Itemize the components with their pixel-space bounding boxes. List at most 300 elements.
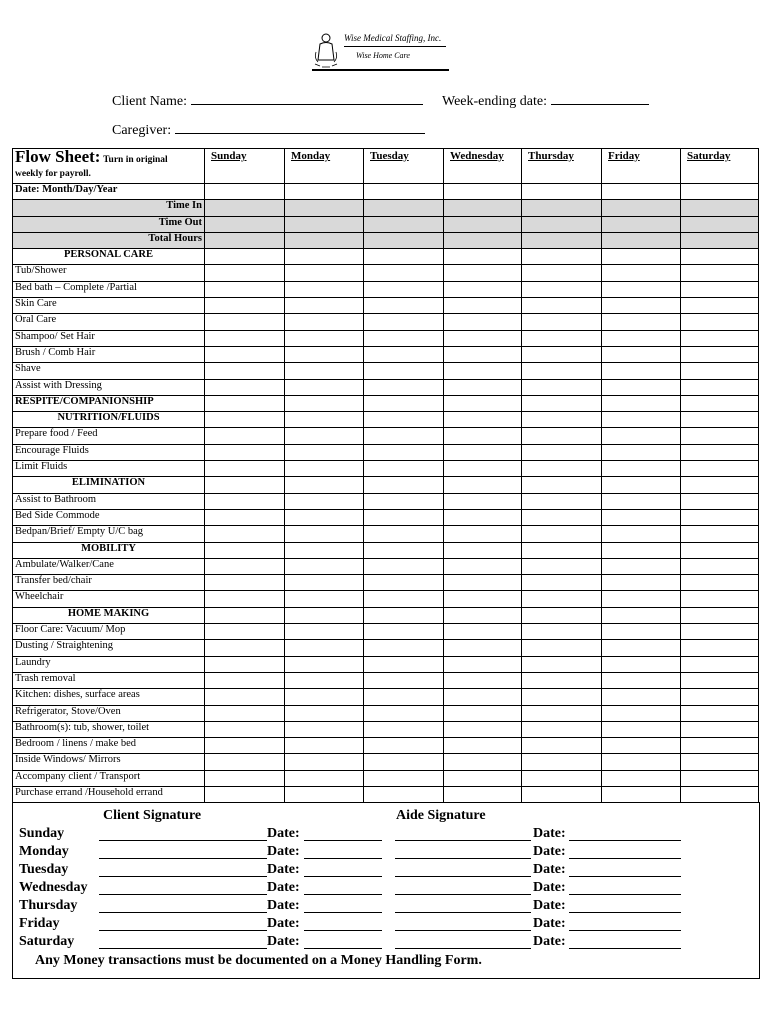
entry-cell[interactable] — [285, 232, 364, 248]
entry-cell[interactable] — [681, 624, 759, 640]
entry-cell[interactable] — [205, 477, 285, 493]
entry-cell[interactable] — [522, 444, 602, 460]
entry-cell[interactable] — [602, 298, 681, 314]
entry-cell[interactable] — [602, 591, 681, 607]
entry-cell[interactable] — [205, 232, 285, 248]
entry-cell[interactable] — [681, 346, 759, 362]
entry-cell[interactable] — [602, 477, 681, 493]
entry-cell[interactable] — [285, 575, 364, 591]
entry-cell[interactable] — [444, 672, 522, 688]
entry-cell[interactable] — [522, 705, 602, 721]
entry-cell[interactable] — [205, 721, 285, 737]
entry-cell[interactable] — [285, 346, 364, 362]
entry-cell[interactable] — [681, 493, 759, 509]
entry-cell[interactable] — [444, 395, 522, 411]
entry-cell[interactable] — [602, 705, 681, 721]
entry-cell[interactable] — [285, 721, 364, 737]
entry-cell[interactable] — [285, 526, 364, 542]
entry-cell[interactable] — [205, 428, 285, 444]
aide-signature-line[interactable] — [395, 912, 531, 913]
entry-cell[interactable] — [444, 558, 522, 574]
client-date-line[interactable] — [304, 876, 382, 877]
entry-cell[interactable] — [681, 526, 759, 542]
week-ending-field[interactable] — [442, 92, 649, 110]
entry-cell[interactable] — [681, 607, 759, 623]
client-date-line[interactable] — [304, 948, 382, 949]
entry-cell[interactable] — [205, 509, 285, 525]
entry-cell[interactable] — [205, 591, 285, 607]
aide-date-line[interactable] — [569, 840, 681, 841]
client-signature-line[interactable] — [99, 894, 267, 895]
entry-cell[interactable] — [205, 330, 285, 346]
entry-cell[interactable] — [522, 558, 602, 574]
entry-cell[interactable] — [285, 738, 364, 754]
entry-cell[interactable] — [444, 754, 522, 770]
client-signature-line[interactable] — [99, 930, 267, 931]
entry-cell[interactable] — [522, 298, 602, 314]
client-name-line[interactable] — [191, 92, 423, 105]
entry-cell[interactable] — [602, 281, 681, 297]
entry-cell[interactable] — [285, 786, 364, 802]
entry-cell[interactable] — [285, 477, 364, 493]
entry-cell[interactable] — [681, 689, 759, 705]
client-name-field[interactable] — [112, 92, 423, 110]
entry-cell[interactable] — [681, 412, 759, 428]
entry-cell[interactable] — [364, 672, 444, 688]
entry-cell[interactable] — [364, 363, 444, 379]
entry-cell[interactable] — [602, 232, 681, 248]
entry-cell[interactable] — [522, 493, 602, 509]
caregiver-line[interactable] — [175, 121, 425, 134]
client-date-line[interactable] — [304, 930, 382, 931]
entry-cell[interactable] — [522, 640, 602, 656]
entry-cell[interactable] — [522, 363, 602, 379]
entry-cell[interactable] — [444, 738, 522, 754]
entry-cell[interactable] — [522, 249, 602, 265]
entry-cell[interactable] — [681, 298, 759, 314]
entry-cell[interactable] — [681, 640, 759, 656]
entry-cell[interactable] — [285, 461, 364, 477]
entry-cell[interactable] — [285, 363, 364, 379]
entry-cell[interactable] — [285, 249, 364, 265]
entry-cell[interactable] — [681, 232, 759, 248]
entry-cell[interactable] — [522, 379, 602, 395]
entry-cell[interactable] — [364, 754, 444, 770]
entry-cell[interactable] — [364, 298, 444, 314]
entry-cell[interactable] — [522, 721, 602, 737]
entry-cell[interactable] — [522, 428, 602, 444]
entry-cell[interactable] — [602, 314, 681, 330]
entry-cell[interactable] — [285, 412, 364, 428]
entry-cell[interactable] — [522, 232, 602, 248]
entry-cell[interactable] — [285, 509, 364, 525]
entry-cell[interactable] — [364, 412, 444, 428]
entry-cell[interactable] — [602, 412, 681, 428]
entry-cell[interactable] — [602, 542, 681, 558]
entry-cell[interactable] — [285, 770, 364, 786]
aide-signature-line[interactable] — [395, 876, 531, 877]
aide-signature-line[interactable] — [395, 858, 531, 859]
entry-cell[interactable] — [285, 656, 364, 672]
entry-cell[interactable] — [444, 428, 522, 444]
entry-cell[interactable] — [522, 526, 602, 542]
entry-cell[interactable] — [364, 509, 444, 525]
entry-cell[interactable] — [681, 330, 759, 346]
entry-cell[interactable] — [444, 624, 522, 640]
entry-cell[interactable] — [205, 314, 285, 330]
entry-cell[interactable] — [205, 738, 285, 754]
entry-cell[interactable] — [602, 656, 681, 672]
entry-cell[interactable] — [602, 754, 681, 770]
entry-cell[interactable] — [681, 428, 759, 444]
entry-cell[interactable] — [602, 428, 681, 444]
entry-cell[interactable] — [522, 395, 602, 411]
entry-cell[interactable] — [205, 395, 285, 411]
client-signature-line[interactable] — [99, 858, 267, 859]
client-date-line[interactable] — [304, 912, 382, 913]
entry-cell[interactable] — [364, 330, 444, 346]
entry-cell[interactable] — [602, 493, 681, 509]
aide-date-line[interactable] — [569, 912, 681, 913]
entry-cell[interactable] — [205, 265, 285, 281]
entry-cell[interactable] — [602, 640, 681, 656]
entry-cell[interactable] — [205, 558, 285, 574]
entry-cell[interactable] — [681, 444, 759, 460]
entry-cell[interactable] — [364, 591, 444, 607]
entry-cell[interactable] — [681, 705, 759, 721]
entry-cell[interactable] — [522, 412, 602, 428]
entry-cell[interactable] — [205, 346, 285, 362]
entry-cell[interactable] — [522, 575, 602, 591]
entry-cell[interactable] — [444, 330, 522, 346]
entry-cell[interactable] — [602, 200, 681, 216]
entry-cell[interactable] — [205, 526, 285, 542]
entry-cell[interactable] — [285, 558, 364, 574]
entry-cell[interactable] — [285, 607, 364, 623]
entry-cell[interactable] — [285, 200, 364, 216]
entry-cell[interactable] — [444, 379, 522, 395]
entry-cell[interactable] — [364, 721, 444, 737]
entry-cell[interactable] — [681, 672, 759, 688]
entry-cell[interactable] — [602, 558, 681, 574]
entry-cell[interactable] — [522, 607, 602, 623]
entry-cell[interactable] — [205, 461, 285, 477]
entry-cell[interactable] — [602, 721, 681, 737]
entry-cell[interactable] — [364, 184, 444, 200]
entry-cell[interactable] — [205, 363, 285, 379]
entry-cell[interactable] — [205, 542, 285, 558]
entry-cell[interactable] — [522, 656, 602, 672]
entry-cell[interactable] — [364, 607, 444, 623]
entry-cell[interactable] — [602, 379, 681, 395]
entry-cell[interactable] — [681, 591, 759, 607]
entry-cell[interactable] — [205, 754, 285, 770]
entry-cell[interactable] — [444, 705, 522, 721]
client-signature-line[interactable] — [99, 876, 267, 877]
entry-cell[interactable] — [602, 526, 681, 542]
entry-cell[interactable] — [444, 607, 522, 623]
entry-cell[interactable] — [681, 542, 759, 558]
entry-cell[interactable] — [681, 770, 759, 786]
entry-cell[interactable] — [285, 542, 364, 558]
entry-cell[interactable] — [681, 477, 759, 493]
entry-cell[interactable] — [444, 509, 522, 525]
entry-cell[interactable] — [205, 786, 285, 802]
entry-cell[interactable] — [205, 624, 285, 640]
entry-cell[interactable] — [364, 656, 444, 672]
entry-cell[interactable] — [364, 281, 444, 297]
client-signature-line[interactable] — [99, 912, 267, 913]
entry-cell[interactable] — [522, 281, 602, 297]
entry-cell[interactable] — [522, 265, 602, 281]
entry-cell[interactable] — [364, 444, 444, 460]
entry-cell[interactable] — [602, 624, 681, 640]
entry-cell[interactable] — [205, 298, 285, 314]
entry-cell[interactable] — [522, 330, 602, 346]
entry-cell[interactable] — [681, 200, 759, 216]
entry-cell[interactable] — [364, 477, 444, 493]
entry-cell[interactable] — [285, 754, 364, 770]
entry-cell[interactable] — [522, 509, 602, 525]
entry-cell[interactable] — [205, 200, 285, 216]
entry-cell[interactable] — [681, 249, 759, 265]
entry-cell[interactable] — [364, 786, 444, 802]
entry-cell[interactable] — [522, 786, 602, 802]
entry-cell[interactable] — [285, 379, 364, 395]
entry-cell[interactable] — [285, 395, 364, 411]
entry-cell[interactable] — [602, 184, 681, 200]
entry-cell[interactable] — [602, 265, 681, 281]
entry-cell[interactable] — [364, 461, 444, 477]
entry-cell[interactable] — [602, 738, 681, 754]
aide-date-line[interactable] — [569, 930, 681, 931]
entry-cell[interactable] — [444, 477, 522, 493]
caregiver-field[interactable] — [112, 121, 425, 139]
entry-cell[interactable] — [681, 721, 759, 737]
aide-date-line[interactable] — [569, 948, 681, 949]
entry-cell[interactable] — [681, 509, 759, 525]
entry-cell[interactable] — [681, 363, 759, 379]
entry-cell[interactable] — [522, 200, 602, 216]
entry-cell[interactable] — [602, 575, 681, 591]
entry-cell[interactable] — [364, 738, 444, 754]
entry-cell[interactable] — [522, 184, 602, 200]
entry-cell[interactable] — [444, 200, 522, 216]
entry-cell[interactable] — [602, 786, 681, 802]
entry-cell[interactable] — [444, 786, 522, 802]
entry-cell[interactable] — [681, 558, 759, 574]
entry-cell[interactable] — [522, 542, 602, 558]
entry-cell[interactable] — [364, 558, 444, 574]
aide-date-line[interactable] — [569, 894, 681, 895]
entry-cell[interactable] — [364, 314, 444, 330]
entry-cell[interactable] — [444, 526, 522, 542]
entry-cell[interactable] — [444, 216, 522, 232]
client-date-line[interactable] — [304, 840, 382, 841]
entry-cell[interactable] — [444, 184, 522, 200]
client-signature-line[interactable] — [99, 948, 267, 949]
entry-cell[interactable] — [522, 477, 602, 493]
entry-cell[interactable] — [444, 575, 522, 591]
entry-cell[interactable] — [364, 379, 444, 395]
entry-cell[interactable] — [205, 689, 285, 705]
entry-cell[interactable] — [602, 330, 681, 346]
entry-cell[interactable] — [681, 395, 759, 411]
aide-signature-line[interactable] — [395, 948, 531, 949]
entry-cell[interactable] — [444, 298, 522, 314]
entry-cell[interactable] — [444, 689, 522, 705]
entry-cell[interactable] — [444, 656, 522, 672]
entry-cell[interactable] — [364, 624, 444, 640]
entry-cell[interactable] — [205, 705, 285, 721]
entry-cell[interactable] — [444, 281, 522, 297]
entry-cell[interactable] — [364, 249, 444, 265]
entry-cell[interactable] — [285, 216, 364, 232]
entry-cell[interactable] — [364, 395, 444, 411]
entry-cell[interactable] — [602, 216, 681, 232]
entry-cell[interactable] — [681, 738, 759, 754]
entry-cell[interactable] — [444, 542, 522, 558]
entry-cell[interactable] — [285, 314, 364, 330]
entry-cell[interactable] — [205, 493, 285, 509]
entry-cell[interactable] — [285, 444, 364, 460]
entry-cell[interactable] — [444, 314, 522, 330]
entry-cell[interactable] — [444, 770, 522, 786]
entry-cell[interactable] — [522, 672, 602, 688]
entry-cell[interactable] — [285, 640, 364, 656]
entry-cell[interactable] — [285, 591, 364, 607]
entry-cell[interactable] — [522, 314, 602, 330]
entry-cell[interactable] — [444, 265, 522, 281]
entry-cell[interactable] — [522, 461, 602, 477]
entry-cell[interactable] — [364, 542, 444, 558]
entry-cell[interactable] — [522, 738, 602, 754]
entry-cell[interactable] — [522, 346, 602, 362]
entry-cell[interactable] — [364, 428, 444, 444]
aide-signature-line[interactable] — [395, 930, 531, 931]
entry-cell[interactable] — [285, 689, 364, 705]
week-ending-line[interactable] — [551, 92, 649, 105]
entry-cell[interactable] — [205, 640, 285, 656]
aide-signature-line[interactable] — [395, 840, 531, 841]
client-signature-line[interactable] — [99, 840, 267, 841]
entry-cell[interactable] — [522, 770, 602, 786]
entry-cell[interactable] — [522, 216, 602, 232]
entry-cell[interactable] — [205, 249, 285, 265]
entry-cell[interactable] — [602, 509, 681, 525]
entry-cell[interactable] — [285, 624, 364, 640]
entry-cell[interactable] — [602, 607, 681, 623]
entry-cell[interactable] — [681, 786, 759, 802]
entry-cell[interactable] — [285, 705, 364, 721]
entry-cell[interactable] — [205, 281, 285, 297]
entry-cell[interactable] — [681, 656, 759, 672]
entry-cell[interactable] — [205, 607, 285, 623]
entry-cell[interactable] — [205, 216, 285, 232]
entry-cell[interactable] — [444, 640, 522, 656]
entry-cell[interactable] — [444, 232, 522, 248]
entry-cell[interactable] — [364, 493, 444, 509]
entry-cell[interactable] — [364, 526, 444, 542]
entry-cell[interactable] — [364, 705, 444, 721]
aide-signature-line[interactable] — [395, 894, 531, 895]
entry-cell[interactable] — [602, 444, 681, 460]
entry-cell[interactable] — [602, 346, 681, 362]
entry-cell[interactable] — [285, 672, 364, 688]
entry-cell[interactable] — [444, 444, 522, 460]
entry-cell[interactable] — [285, 493, 364, 509]
entry-cell[interactable] — [681, 461, 759, 477]
entry-cell[interactable] — [681, 216, 759, 232]
entry-cell[interactable] — [444, 363, 522, 379]
entry-cell[interactable] — [602, 395, 681, 411]
entry-cell[interactable] — [285, 330, 364, 346]
entry-cell[interactable] — [205, 412, 285, 428]
entry-cell[interactable] — [205, 379, 285, 395]
entry-cell[interactable] — [205, 770, 285, 786]
entry-cell[interactable] — [522, 624, 602, 640]
entry-cell[interactable] — [444, 721, 522, 737]
entry-cell[interactable] — [681, 184, 759, 200]
entry-cell[interactable] — [522, 689, 602, 705]
client-date-line[interactable] — [304, 858, 382, 859]
entry-cell[interactable] — [205, 184, 285, 200]
aide-date-line[interactable] — [569, 876, 681, 877]
entry-cell[interactable] — [285, 281, 364, 297]
entry-cell[interactable] — [602, 689, 681, 705]
entry-cell[interactable] — [681, 754, 759, 770]
entry-cell[interactable] — [285, 265, 364, 281]
entry-cell[interactable] — [364, 346, 444, 362]
entry-cell[interactable] — [602, 461, 681, 477]
entry-cell[interactable] — [444, 412, 522, 428]
entry-cell[interactable] — [522, 754, 602, 770]
entry-cell[interactable] — [444, 249, 522, 265]
entry-cell[interactable] — [522, 591, 602, 607]
client-date-line[interactable] — [304, 894, 382, 895]
entry-cell[interactable] — [205, 656, 285, 672]
entry-cell[interactable] — [681, 281, 759, 297]
entry-cell[interactable] — [602, 672, 681, 688]
entry-cell[interactable] — [364, 575, 444, 591]
entry-cell[interactable] — [364, 265, 444, 281]
entry-cell[interactable] — [285, 298, 364, 314]
entry-cell[interactable] — [364, 770, 444, 786]
entry-cell[interactable] — [205, 672, 285, 688]
entry-cell[interactable] — [364, 216, 444, 232]
entry-cell[interactable] — [285, 428, 364, 444]
entry-cell[interactable] — [444, 346, 522, 362]
entry-cell[interactable] — [205, 444, 285, 460]
aide-date-line[interactable] — [569, 858, 681, 859]
entry-cell[interactable] — [444, 591, 522, 607]
entry-cell[interactable] — [602, 363, 681, 379]
entry-cell[interactable] — [681, 265, 759, 281]
entry-cell[interactable] — [364, 689, 444, 705]
entry-cell[interactable] — [205, 575, 285, 591]
entry-cell[interactable] — [364, 640, 444, 656]
entry-cell[interactable] — [285, 184, 364, 200]
entry-cell[interactable] — [364, 200, 444, 216]
entry-cell[interactable] — [681, 575, 759, 591]
entry-cell[interactable] — [681, 379, 759, 395]
entry-cell[interactable] — [602, 770, 681, 786]
entry-cell[interactable] — [444, 461, 522, 477]
entry-cell[interactable] — [364, 232, 444, 248]
entry-cell[interactable] — [681, 314, 759, 330]
entry-cell[interactable] — [444, 493, 522, 509]
entry-cell[interactable] — [602, 249, 681, 265]
